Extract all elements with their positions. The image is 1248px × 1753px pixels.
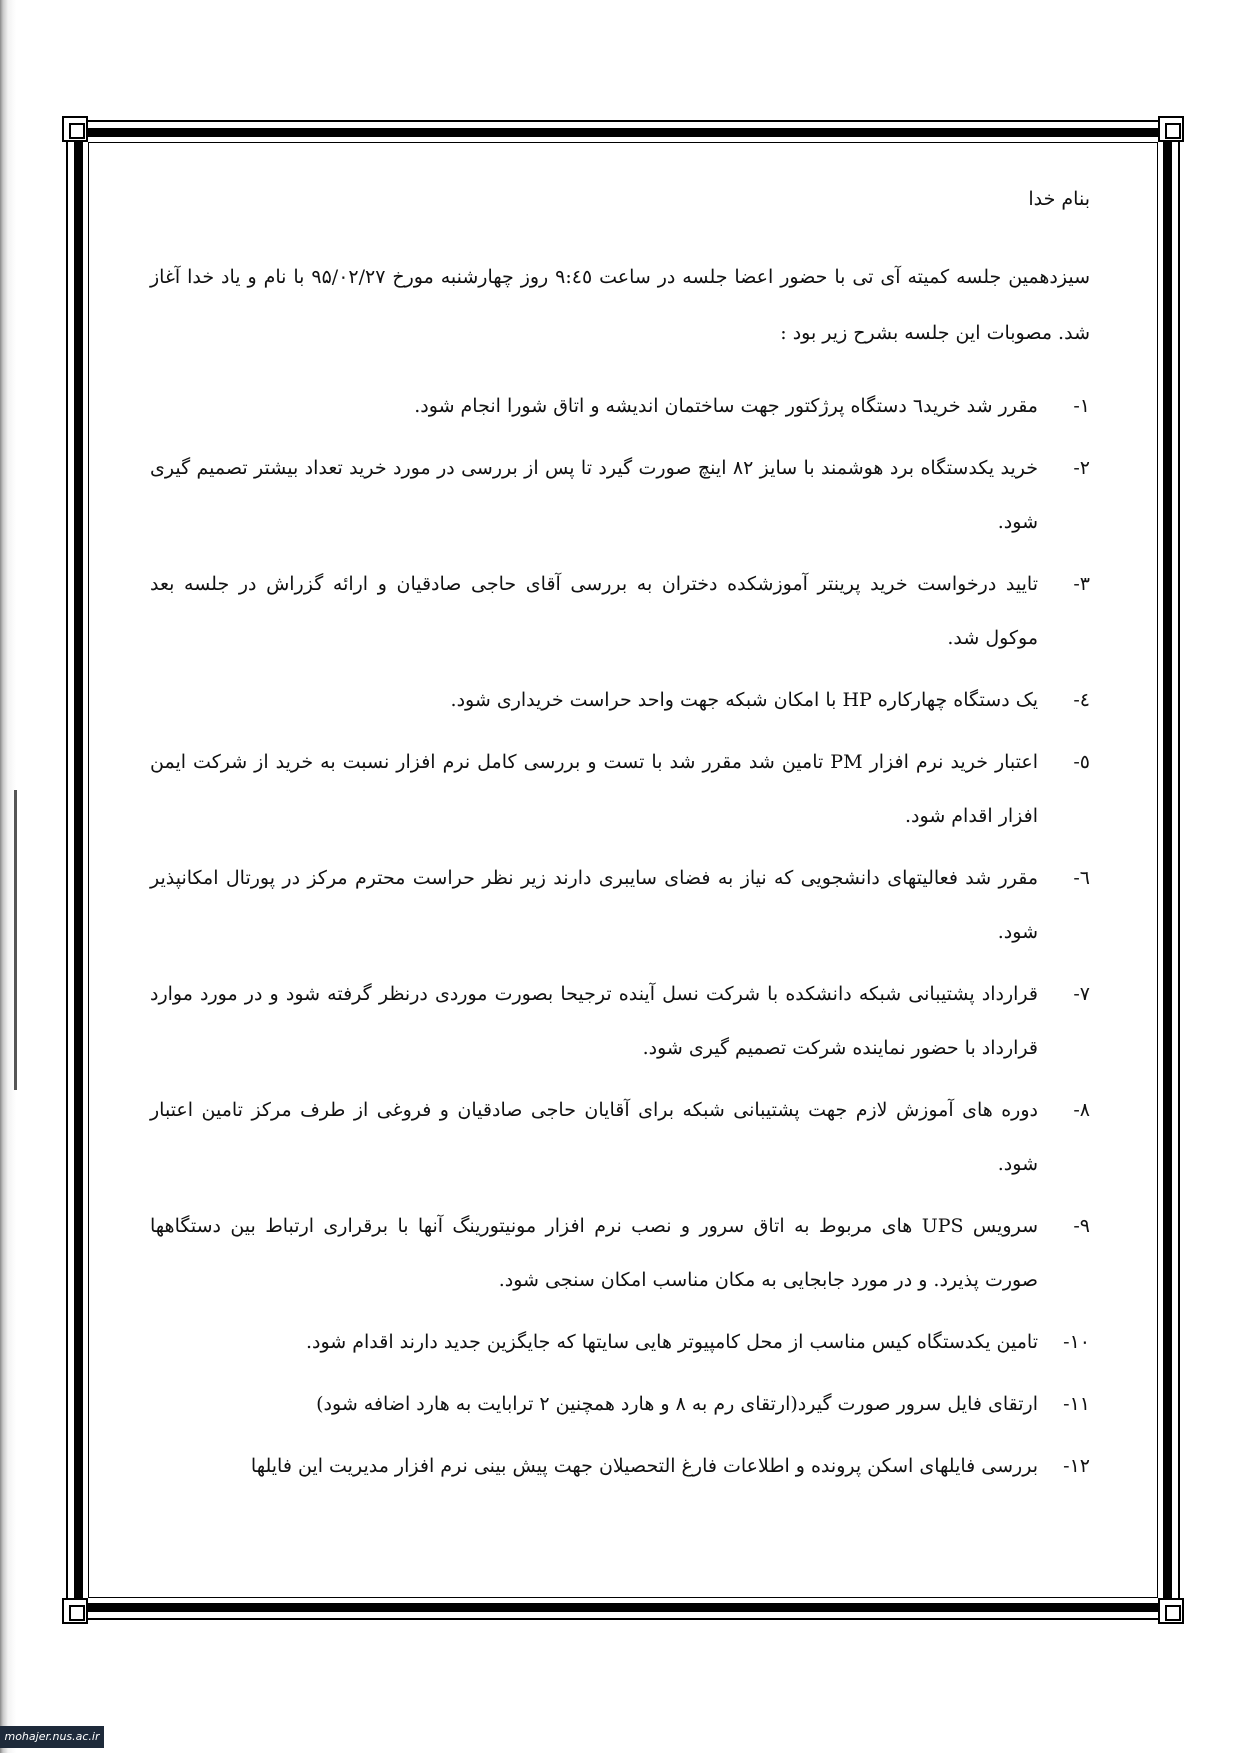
item-number: ٥- (1073, 751, 1090, 773)
item-number: ۲- (1073, 457, 1090, 479)
item-number: ۳- (1073, 573, 1090, 595)
list-item (150, 1083, 1090, 1191)
item-number: ۱۱- (1063, 1393, 1090, 1415)
list-item (150, 1199, 1090, 1307)
list-item (150, 673, 1090, 727)
item-text: تامین یکدستگاه کیس مناسب از محل کامپیوتر هایی سایتها که جایگزین جدید دارند اقدام شود. (305, 1331, 1038, 1353)
border-corner-top-left (62, 116, 88, 142)
list-item (150, 1315, 1090, 1369)
intro-paragraph: سیزدهمین جلسه کمیته آی تی با حضور اعضا جلسه در ساعت ۹:٤٥ روز چهارشنبه مورخ ۹۵/۰۲/۲۷ با نام و یاد خدا آغاز شد. مصوبات این جلسه بشرح زیر بود : (150, 266, 1091, 344)
list-item (150, 967, 1090, 1075)
item-text: تایید درخواست خرید پرینتر آموزشکده دختران به بررسی آقای حاجی صادقیان و ارائه گزراش در جلسه بعد موکول شد. (150, 573, 1038, 649)
site-watermark-badge[interactable]: mohajer.nus.ac.ir (0, 1726, 104, 1748)
scan-edge-mark (14, 790, 17, 1090)
document-heading: بنام خدا (1028, 188, 1090, 210)
item-number: ٦- (1073, 867, 1090, 889)
item-text: اعتبار خرید نرم افزار PM تامین شد مقرر شد با تست و بررسی کامل نرم افزار نسبت به خرید از شرکت ایمن افزار اقدام شود. (150, 751, 1039, 827)
item-text: مقرر شد خرید٦ دستگاه پرژکتور جهت ساختمان اندیشه و اتاق شورا انجام شود. (414, 395, 1038, 417)
document-body (150, 186, 1090, 1515)
item-number: ۹- (1073, 1215, 1090, 1237)
list-item (150, 851, 1090, 959)
item-number: ۱- (1073, 395, 1090, 417)
item-text: مقرر شد فعالیتهای دانشجویی که نیاز به فضای سایبری دارند زیر نظر حراست محترم مرکز در پورتال امکانپذیر شود. (150, 867, 1038, 943)
resolutions-list (150, 379, 1090, 1493)
border-corner-bottom-right (1158, 1598, 1184, 1624)
item-number: ۸- (1073, 1099, 1090, 1121)
item-text: بررسی فایلهای اسکن پرونده و اطلاعات فارغ التحصیلان جهت پیش بینی نرم افزار مدیریت این فایلها (250, 1455, 1038, 1477)
border-corner-top-right (1158, 116, 1184, 142)
list-item (150, 557, 1090, 665)
item-text: ارتقای فایل سرور صورت گیرد(ارتقای رم به ۸ و هارد همچنین ۲ ترابایت به هارد اضافه شود) (316, 1393, 1038, 1415)
list-item (150, 441, 1090, 549)
item-text: سرویس UPS های مربوط به اتاق سرور و نصب نرم افزار مونیتورینگ آنها با برقراری ارتباط بین دستگاهها صورت پذیرد. و در مورد جابجایی به مکان مناسب امکان سنجی شود. (150, 1215, 1038, 1291)
item-text: خرید یکدستگاه برد هوشمند با سایز ۸۲ اینچ صورت گیرد تا پس از بررسی در مورد خرید تعداد بیشتر تصمیم گیری شود. (150, 457, 1038, 533)
item-number: ۱۲- (1063, 1455, 1090, 1477)
item-number: ٤- (1073, 689, 1090, 711)
list-item (150, 1439, 1090, 1493)
item-text: یک دستگاه چهارکاره HP با امکان شبکه جهت واحد حراست خریداری شود. (450, 689, 1038, 711)
item-number: ۷- (1073, 983, 1090, 1005)
border-corner-bottom-left (62, 1598, 88, 1624)
item-text: دوره های آموزش لازم جهت پشتیبانی شبکه برای آقایان حاجی صادقیان و فروغی از طرف مرکز تامین اعتبار شود. (150, 1099, 1038, 1175)
list-item (150, 1377, 1090, 1431)
item-number: ۱۰- (1063, 1331, 1090, 1353)
item-text: قرارداد پشتیبانی شبکه دانشکده با شرکت نسل آینده ترجیحا بصورت موردی درنظر گرفته شود و در مورد موارد قرارداد با حضور نماینده شرکت تصمیم گیری شود. (150, 983, 1038, 1059)
list-item (150, 735, 1090, 843)
list-item (150, 379, 1090, 433)
